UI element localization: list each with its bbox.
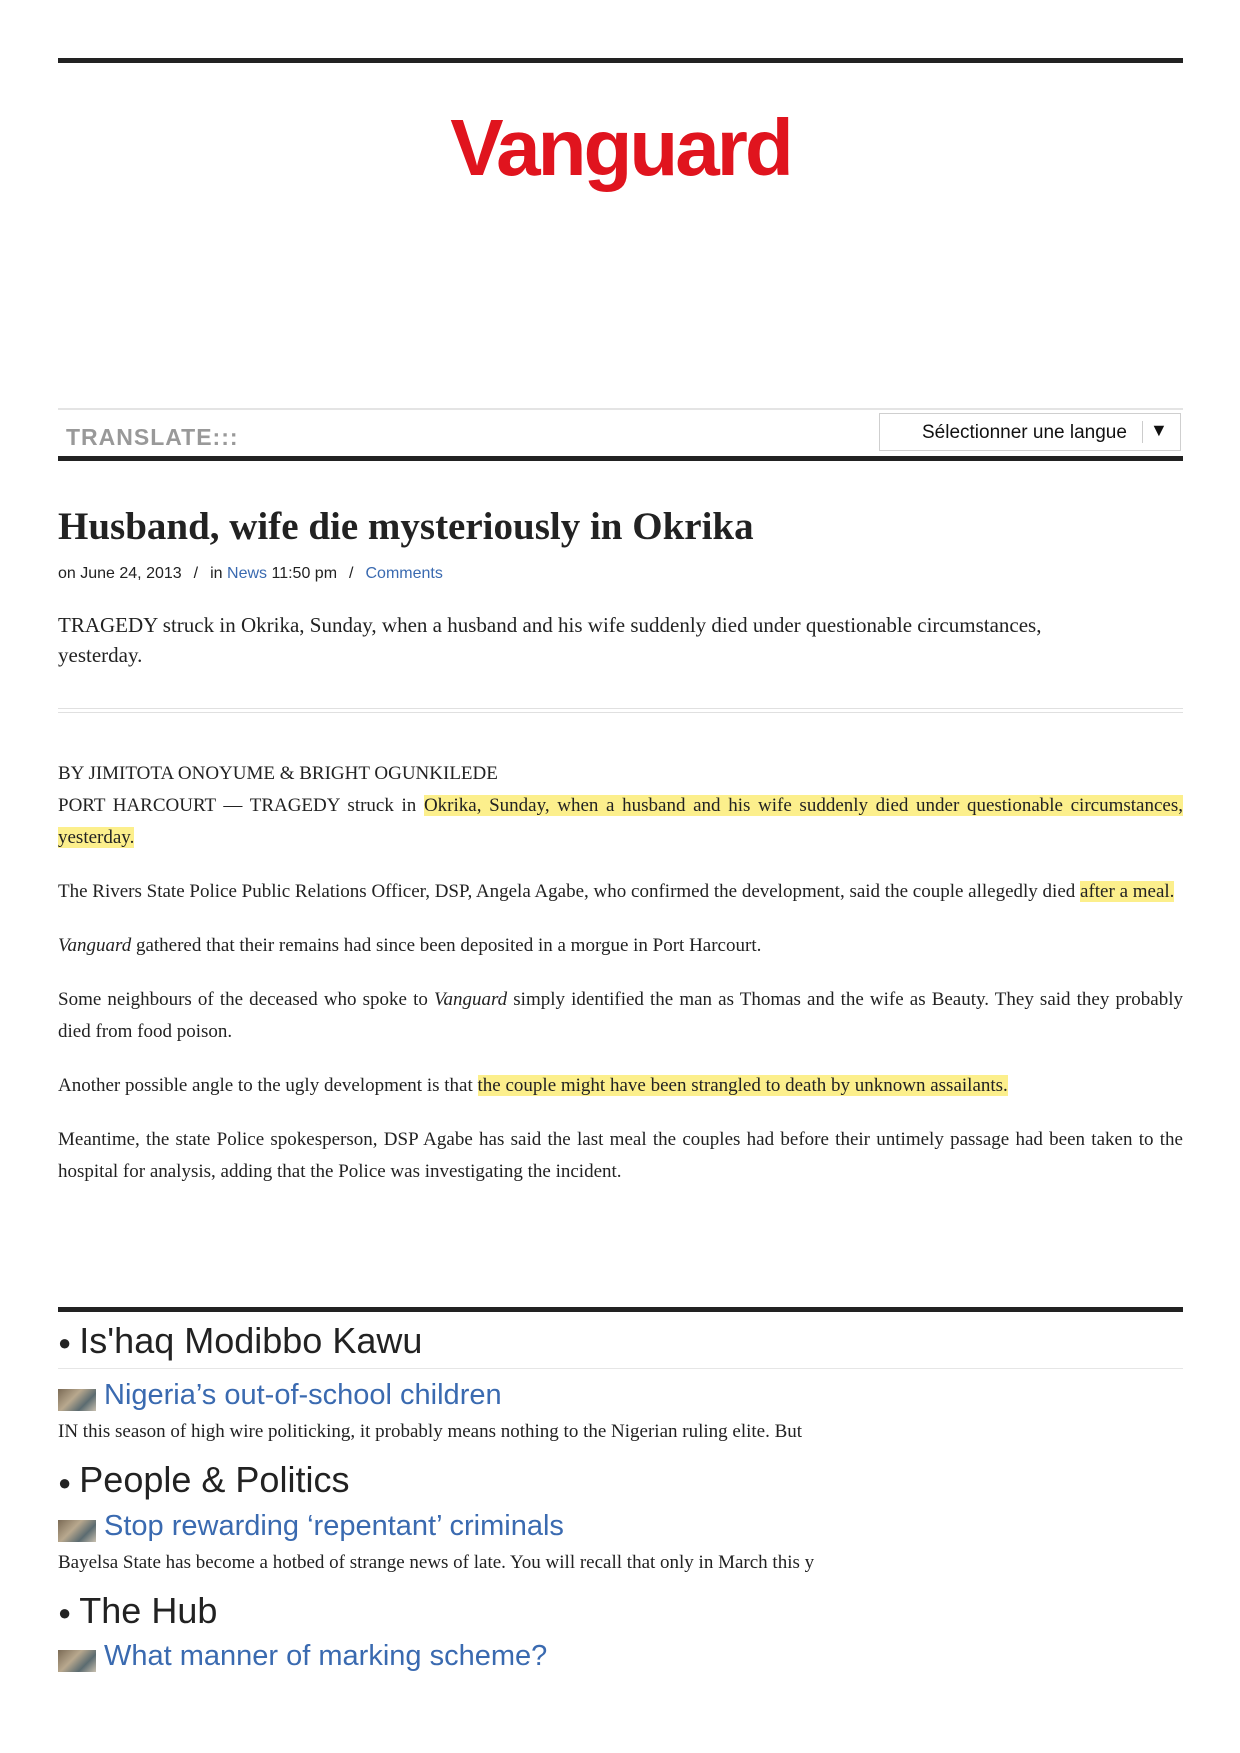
chevron-down-icon[interactable]: ▼ xyxy=(1150,420,1168,440)
related-article-link[interactable]: Nigeria’s out-of-school children xyxy=(104,1379,502,1412)
vanguard-logo[interactable]: Vanguard xyxy=(450,103,791,192)
article-headline: Husband, wife die mysteriously in Okrika xyxy=(58,505,754,548)
related-title-row xyxy=(58,1636,1183,1676)
top-rule xyxy=(58,58,1183,63)
summary-divider xyxy=(58,708,1183,713)
paragraph-text: gathered that their remains had since been deposited in a morgue in Port Harcourt. xyxy=(131,935,762,956)
meta-separator: / xyxy=(349,565,354,582)
paragraph-text: PORT HARCOURT — TRAGEDY struck in xyxy=(58,795,424,816)
translate-rule xyxy=(58,456,1183,461)
article-paragraph xyxy=(58,930,1183,962)
article-paragraph xyxy=(58,1070,1183,1102)
article-paragraph xyxy=(58,876,1183,908)
translate-label: TRANSLATE::: xyxy=(66,424,239,450)
related-articles xyxy=(58,1318,1183,1684)
publication-name: Vanguard xyxy=(433,989,508,1010)
thumbnail-image[interactable] xyxy=(58,1520,96,1542)
paragraph-text: simply identified the man as Thomas and the wife as Beauty. They said they probably died from food poison. xyxy=(58,989,1183,1042)
language-select-value: Sélectionner une langue xyxy=(922,422,1127,443)
article-paragraph: Meantime, the state Police spokesperson, DSP Agabe has said the last meal the couples had before their untimely passage had been taken to the hospital for analysis, adding that the Police was investigating the incident. xyxy=(58,1129,1183,1182)
section-divider xyxy=(58,1368,1183,1369)
bullet-icon: ● xyxy=(58,1330,72,1356)
related-section xyxy=(58,1318,1183,1449)
article-paragraph xyxy=(58,984,1183,1048)
highlighted-text: the couple might have been strangled to death by unknown assailants. xyxy=(477,1075,1008,1096)
thumbnail-image[interactable] xyxy=(58,1389,96,1411)
section-name: People & Politics xyxy=(79,1459,350,1501)
related-section-heading xyxy=(58,1588,1183,1636)
article-summary: TRAGEDY struck in Okrika, Sunday, when a husband and his wife suddenly died under questionable circumstances, yesterday. xyxy=(58,613,1042,667)
related-section-heading xyxy=(58,1457,1183,1505)
article-body xyxy=(58,758,1183,1210)
comments-link[interactable]: Comments xyxy=(365,565,443,582)
related-title-row xyxy=(58,1375,1183,1415)
bullet-icon: ● xyxy=(58,1469,72,1495)
related-article-link[interactable]: Stop rewarding ‘repentant’ criminals xyxy=(104,1509,564,1542)
related-rule xyxy=(58,1307,1183,1312)
section-name: Is'haq Modibbo Kawu xyxy=(79,1320,423,1361)
related-section-heading xyxy=(58,1318,1183,1366)
related-excerpt: Bayelsa State has become a hotbed of strange news of late. You will recall that only in March this y xyxy=(58,1551,815,1573)
paragraph-text: Some neighbours of the deceased who spoke to xyxy=(58,989,434,1010)
thumbnail-image[interactable] xyxy=(58,1650,96,1672)
translate-bar xyxy=(58,408,1183,462)
bullet-icon: ● xyxy=(58,1600,72,1626)
related-excerpt: IN this season of high wire politicking, it probably means nothing to the Nigerian ruling elite. But xyxy=(58,1421,803,1443)
category-link[interactable]: News xyxy=(227,565,268,582)
related-section xyxy=(58,1588,1183,1676)
language-select[interactable] xyxy=(879,413,1181,451)
paragraph-text: Another possible angle to the ugly development is that xyxy=(58,1075,478,1096)
article-time: 11:50 pm xyxy=(271,565,338,582)
meta-in-label: in xyxy=(210,565,223,582)
article-date: on June 24, 2013 xyxy=(58,565,182,582)
highlighted-text: Okrika, Sunday, when a husband and his wife suddenly died under questionable circumstances, yesterday. xyxy=(58,795,1183,848)
highlighted-text: after a meal. xyxy=(1080,881,1175,902)
meta-separator: / xyxy=(193,565,199,582)
language-select-separator xyxy=(1142,421,1143,443)
article-paragraph xyxy=(58,790,1183,854)
section-name: The Hub xyxy=(79,1589,218,1631)
article-meta xyxy=(58,565,443,583)
related-article-link[interactable]: What manner of marking scheme? xyxy=(104,1640,548,1673)
article-byline: BY JIMITOTA ONOYUME & BRIGHT OGUNKILEDE xyxy=(58,763,498,784)
related-section xyxy=(58,1457,1183,1579)
related-title-row xyxy=(58,1506,1183,1546)
paragraph-text: The Rivers State Police Public Relations Officer, DSP, Angela Agabe, who confirmed the development, said the couple allegedly died xyxy=(58,881,1081,902)
publication-name: Vanguard xyxy=(58,935,132,956)
